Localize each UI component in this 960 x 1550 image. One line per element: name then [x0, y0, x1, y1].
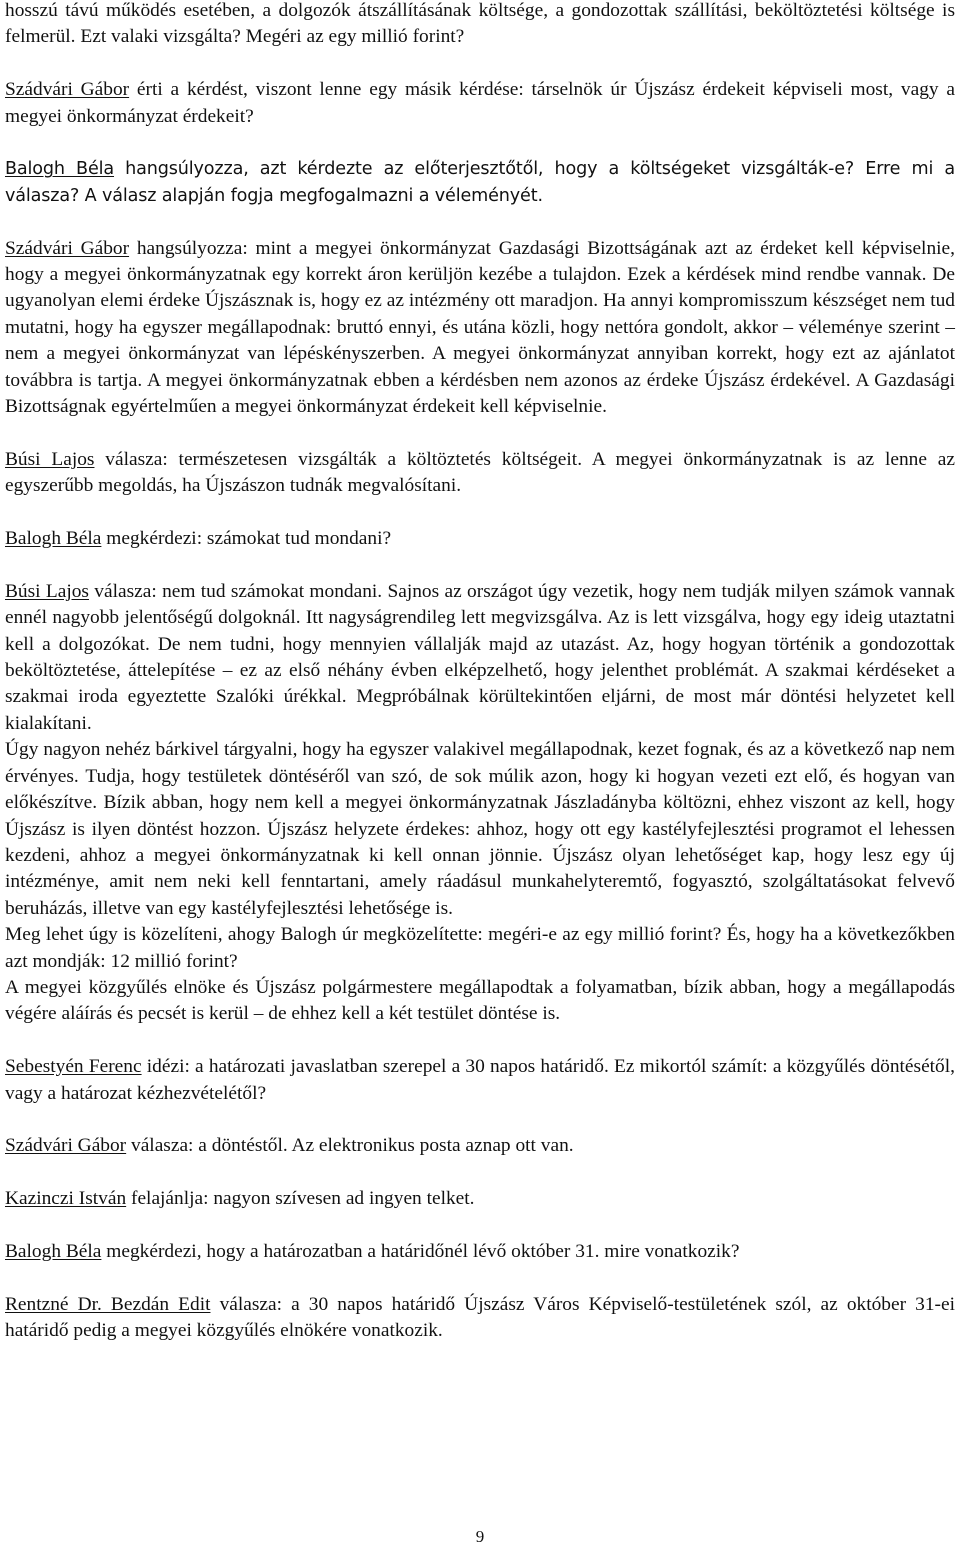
- paragraph-text: hangsúlyozza, azt kérdezte az előterjesztőtől, hogy a költségeket vizsgálták-e? Erre mi a válasza? A válasz alapján fogja megfogalmazni a véleményét.: [5, 159, 955, 206]
- speaker-name: Balogh Béla: [5, 1240, 102, 1262]
- paragraph-text: felajánlja: nagyon szívesen ad ingyen telket.: [126, 1188, 475, 1210]
- paragraph-text: válasza: nem tud számokat mondani. Sajnos az országot úgy vezetik, hogy nem tudják milyen számok vannak ennél nagyobb jelentőségű dolgoknál. Itt nagyságrendileg lett megvizsgálva. Az is lett vizsgálva, hogy egy ideig utaztatni kell a dolgozókat. De nem tudni, hogy mennyien vállalják majd az utazást. Az, hogy hogyan történik a gondozottak beköltöztetése, áttelepítése – ez az első néhány évben elképzelhető, hogy jelenthet problémát. A szakmai kérdéseket a szakmai iroda egyeztette Szalóki úrékkal. Megpróbálnak körültekintően eljárni, de most már döntési helyzetet kell kialakítani.: [5, 580, 955, 734]
- speaker-name: Búsi Lajos: [5, 448, 95, 470]
- paragraph-12: [5, 1133, 955, 1159]
- speaker-name: Sebestyén Ferenc: [5, 1056, 142, 1078]
- paragraph-text: válasza: a 30 napos határidő Újszász Város Képviselő-testületének szól, az október 31-ei határidő pedig a megyei közgyűlés elnökére vonatkozik.: [5, 1293, 955, 1342]
- page-number: 9: [475, 1527, 485, 1546]
- paragraph-text: válasza: a döntéstől. Az elektronikus posta aznap ott van.: [126, 1135, 574, 1157]
- document-page: [5, 0, 955, 1345]
- speaker-name: Szádvári Gábor: [5, 1135, 127, 1157]
- speaker-name: Balogh Béla: [5, 528, 102, 550]
- paragraph-text: hangsúlyozza: mint a megyei önkormányzat Gazdasági Bizottságának azt az érdeket kell képviselnie, hogy a megyei önkormányzatnak egy korrekt áron kerüljön kezébe a tulajdon. Ezek a kérdések mind rendbe vannak. De ugyanolyan elemi érdeke Újszásznak is, hogy ez az intézmény ott maradjon. Ha annyi kompromisszum készséget nem tud mutatni, hogy ha egyszer megállapodnak: bruttó ennyi, és utána közli, hogy nettóra gondolt, akkor – véleménye szerint – nem a megyei önkormányzat van lépéskényszerben. A megyei önkormányzat annyiban korrekt, hogy ezt az ajánlatot továbbra is tartja. A megyei önkormányzatnak ebben a kérdésben nem azonos az érdeke Újszász érdekével. A Gazdasági Bizottságnak egyértelműen a megyei önkormányzat érdekeit kell képviselnie.: [5, 237, 955, 418]
- paragraph-text: megkérdezi, hogy a határozatban a határidőnél lévő október 31. mire vonatkozik?: [101, 1240, 740, 1262]
- paragraph-text: A megyei közgyűlés elnöke és Újszász polgármestere megállapodtak a folyamatban, bízik abban, hogy a megállapodás végére aláírás és pecsét is kerül – de ehhez kell a két testület döntése is.: [5, 976, 955, 1025]
- paragraph-13: [5, 1186, 955, 1212]
- paragraph-9: [5, 922, 955, 975]
- paragraph-3: [5, 156, 955, 209]
- paragraph-8: [5, 737, 955, 922]
- paragraph-1: [5, 0, 955, 51]
- speaker-name: Szádvári Gábor: [5, 237, 130, 259]
- paragraph-10: [5, 975, 955, 1028]
- speaker-name: Rentzné Dr. Bezdán Edit: [5, 1293, 211, 1315]
- paragraph-text: Úgy nagyon nehéz bárkivel tárgyalni, hogy ha egyszer valakivel megállapodnak, kezet fognak, és az a következő nap nem érvényes. Tudja, hogy testületek döntéséről van szó, de sok múlik azon, hogy ki hogyan vezeti ezt elő, és hogyan van előkészítve. Bízik abban, hogy nem kell a megyei önkormányzatnak Jászladányba költözni, ehhez viszont az kell, hogy Újszász is ilyen döntést hozzon. Újszász helyzete érdekes: ahhoz, hogy ott egy kastélyfejlesztési programot el lehessen kezdeni, ahhoz a megyei önkormányzatnak ki kell onnan jönnie. Újszász olyan lehetőséget kap, hogy lesz egy új intézménye, amit nem neki kell fenntartani, amely ráadásul munkahelyteremtő, fogyasztó, szolgáltatásokat felvevő beruházás, illetve van egy kastélyfejlesztési lehetősége is.: [5, 739, 955, 919]
- paragraph-2: [5, 77, 955, 130]
- paragraph-text: hosszú távú működés esetében, a dolgozók átszállításának költsége, a gondozottak szállítási, beköltöztetési költsége is felmerül. Ezt valaki vizsgálta? Megéri az egy millió forint?: [5, 0, 955, 48]
- paragraph-14: [5, 1239, 955, 1265]
- paragraph-text: válasza: természetesen vizsgálták a költöztetés költségeit. A megyei önkormányzatnak is az lenne az egyszerűbb megoldás, ha Újszászon tudnák megvalósítani.: [5, 448, 955, 497]
- paragraph-15: [5, 1292, 955, 1345]
- speaker-name: Búsi Lajos: [5, 580, 89, 602]
- speaker-name: Kazinczi István: [5, 1188, 127, 1210]
- paragraph-6: [5, 526, 955, 552]
- paragraph-text: megkérdezi: számokat tud mondani?: [101, 528, 392, 550]
- paragraph-text: érti a kérdést, viszont lenne egy másik kérdése: társelnök úr Újszász érdekeit képviseli most, vagy a megyei önkormányzat érdekeit?: [5, 79, 955, 127]
- paragraph-7: [5, 579, 955, 737]
- speaker-name: Balogh Béla: [5, 159, 115, 180]
- paragraph-11: [5, 1054, 955, 1107]
- speaker-name: Szádvári Gábor: [5, 79, 130, 101]
- paragraph-text: idézi: a határozati javaslatban szerepel a 30 napos határidő. Ez mikortól számít: a közgyűlés döntésétől, vagy a határozat kézhezvételétől?: [5, 1056, 955, 1104]
- paragraph-5: [5, 447, 955, 500]
- paragraph-text: Meg lehet úgy is közelíteni, ahogy Balogh úr megközelítette: megéri-e az egy millió forint? És, hogy ha a következőkben azt mondják: 12 millió forint?: [5, 924, 955, 972]
- paragraph-4: [5, 236, 955, 421]
